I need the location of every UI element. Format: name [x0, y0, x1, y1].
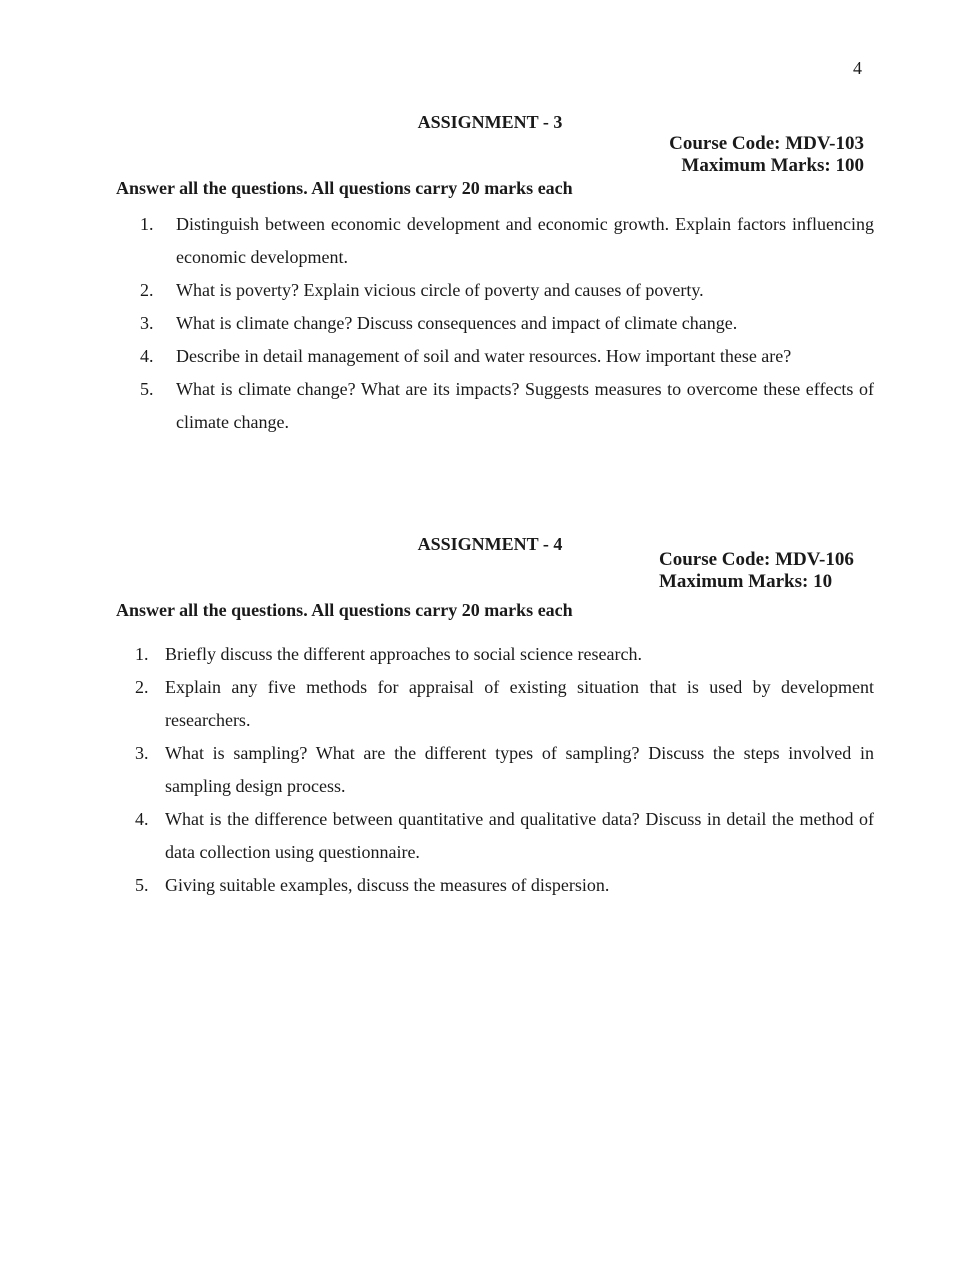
question-item	[135, 737, 874, 803]
assignment-title: ASSIGNMENT - 4	[417, 534, 563, 554]
question-item	[140, 307, 874, 340]
question-item	[135, 803, 874, 869]
question-text: What is poverty? Explain vicious circle of poverty and causes of poverty.	[176, 280, 704, 300]
course-code: Course Code: MDV-103	[669, 133, 864, 154]
question-text: Distinguish between economic development and economic growth. Explain factors influencing economic development.	[176, 214, 874, 267]
course-info	[669, 133, 864, 177]
question-number: 3.	[135, 743, 149, 763]
question-number: 5.	[135, 875, 149, 895]
instructions: Answer all the questions. All questions carry 20 marks each	[116, 178, 573, 198]
question-number: 1.	[135, 644, 149, 664]
question-item	[135, 671, 874, 737]
question-text: Describe in detail management of soil and water resources. How important these are?	[176, 346, 792, 366]
question-text: Briefly discuss the different approaches to social science research.	[165, 644, 642, 664]
page-number: 4	[853, 58, 862, 78]
question-item	[135, 869, 874, 902]
question-text: Explain any five methods for appraisal of existing situation that is used by development researchers.	[165, 677, 874, 730]
question-text: Giving suitable examples, discuss the measures of dispersion.	[165, 875, 610, 895]
question-text: What is climate change? What are its impacts? Suggests measures to overcome these effects of climate change.	[176, 379, 874, 432]
question-text: What is the difference between quantitative and qualitative data? Discuss in detail the method of data collection using questionnaire.	[165, 809, 874, 862]
question-list	[135, 638, 874, 902]
question-item	[140, 274, 874, 307]
question-number: 5.	[140, 379, 154, 399]
course-code: Course Code: MDV-106	[659, 549, 854, 570]
maximum-marks: Maximum Marks: 100	[681, 155, 864, 176]
question-number: 2.	[135, 677, 149, 697]
question-item	[135, 638, 874, 671]
question-number: 3.	[140, 313, 154, 333]
question-item	[140, 208, 874, 274]
instructions: Answer all the questions. All questions carry 20 marks each	[116, 600, 573, 620]
question-number: 2.	[140, 280, 154, 300]
question-number: 4.	[135, 809, 149, 829]
question-number: 4.	[140, 346, 154, 366]
question-text: What is climate change? Discuss consequences and impact of climate change.	[176, 313, 738, 333]
question-text: What is sampling? What are the different types of sampling? Discuss the steps involved in sampling design process.	[165, 743, 874, 796]
maximum-marks: Maximum Marks: 10	[659, 571, 833, 592]
assignment-title: ASSIGNMENT - 3	[417, 112, 563, 132]
question-item	[140, 373, 874, 439]
question-number: 1.	[140, 214, 154, 234]
course-info	[659, 549, 854, 593]
question-list	[140, 208, 874, 439]
question-item	[140, 340, 874, 373]
